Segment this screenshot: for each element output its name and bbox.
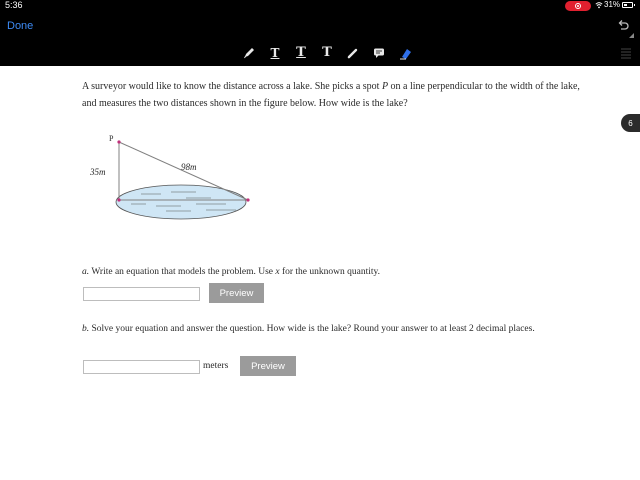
part-b-prompt: b. Solve your equation and answer the question. How wide is the lake? Round your answer to at least 2 decimal places. xyxy=(82,324,535,334)
comment-icon xyxy=(373,47,385,59)
screen-recording-icon[interactable] xyxy=(565,1,591,11)
status-time: 5:36 xyxy=(5,0,23,10)
question-content xyxy=(0,66,640,480)
eraser-tool[interactable] xyxy=(392,45,418,61)
equation-answer-input[interactable] xyxy=(83,287,200,301)
list-menu-icon[interactable] xyxy=(621,47,631,59)
comment-tool[interactable] xyxy=(366,45,392,61)
problem-statement: A surveyor would like to know the distance across a lake. She picks a spot P on a line perpendicular to the width of the lake, and measures the two distances shown in the figure below. How wide is the lake? xyxy=(82,81,580,109)
battery-percentage: 31% xyxy=(604,0,621,9)
wifi-icon xyxy=(595,1,603,9)
side-tab-badge[interactable]: 6 xyxy=(621,114,640,132)
resize-handle-icon xyxy=(629,33,634,38)
text-t-icon: T xyxy=(296,45,306,60)
part-a-prompt: a. Write an equation that models the problem. Use x for the unknown quantity. xyxy=(82,267,381,277)
text-t-icon: T xyxy=(270,46,280,60)
point-p-marker xyxy=(117,140,120,143)
pen-tool[interactable] xyxy=(236,45,262,61)
text-tool-1[interactable] xyxy=(262,45,288,61)
preview-button-a[interactable]: Preview xyxy=(209,283,264,303)
battery-icon xyxy=(622,2,633,8)
pencil-icon xyxy=(347,47,359,59)
pen-icon xyxy=(243,47,255,59)
annotation-tools xyxy=(236,45,418,61)
done-button[interactable]: Done xyxy=(7,20,34,32)
units-label: meters xyxy=(203,361,229,371)
eraser-icon xyxy=(399,47,412,60)
undo-icon[interactable] xyxy=(617,19,629,31)
preview-button-b[interactable]: Preview xyxy=(240,356,296,376)
text-tool-2[interactable] xyxy=(288,45,314,61)
width-answer-input[interactable] xyxy=(83,360,200,374)
side-length-label: 35m xyxy=(90,167,106,177)
lake-figure xyxy=(86,132,266,222)
top-toolbar xyxy=(0,0,640,66)
left-shore-marker xyxy=(117,198,120,201)
text-tool-3[interactable] xyxy=(314,45,340,61)
point-p-label: P xyxy=(109,134,114,143)
text-t-icon: T xyxy=(322,45,332,60)
hypotenuse-length-label: 98m xyxy=(181,162,197,172)
right-shore-marker xyxy=(246,198,249,201)
pencil-tool[interactable] xyxy=(340,45,366,61)
